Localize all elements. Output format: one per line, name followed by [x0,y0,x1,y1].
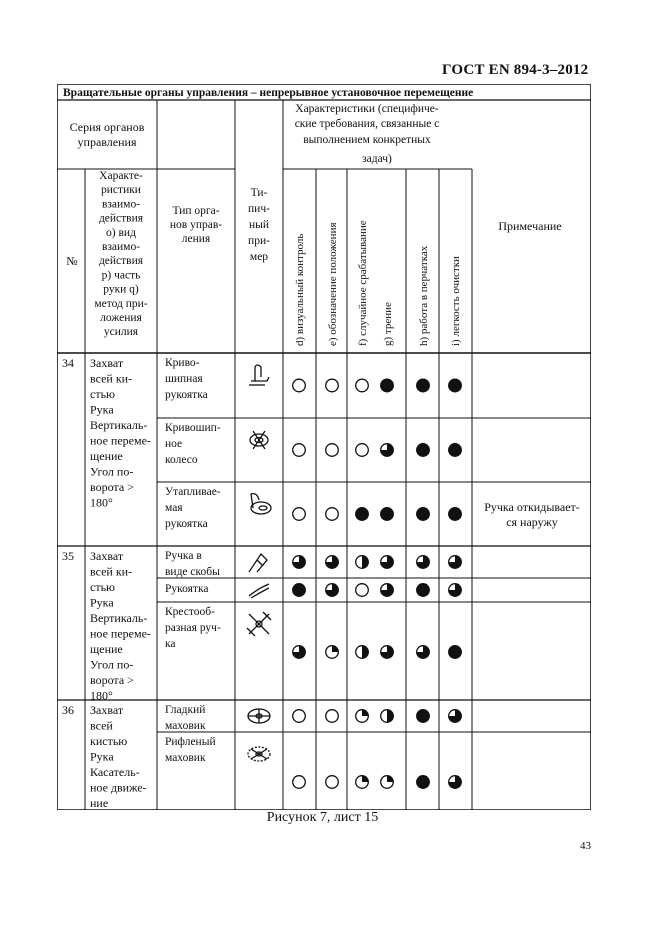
crank-handle-icon [249,365,269,385]
criterion-header: d) визуальный контроль [294,233,306,346]
group-number: 35 [62,549,74,563]
criteria-headers [294,220,462,346]
criterion-header: e) обозначение положения [327,222,339,346]
handle-icon [249,584,269,598]
group-description-line: ворота > [90,480,134,494]
typical-header-line: Ти- [250,187,268,199]
control-type-line: виде скобы [165,566,220,578]
control-type-line: Рифленый [165,736,216,748]
group-description-line: ное переме- [90,433,151,448]
rating-symbol [326,508,339,521]
control-type-line: рукоятка [165,518,208,530]
group-description-line: ворота > [90,673,134,687]
rating-symbol [293,508,306,521]
control-type-line: колесо [165,454,198,466]
rating-symbol [356,379,369,392]
row-note-line: Ручка откидывает- [484,500,580,514]
table-title: Вращательные органы управления – непрерывное установочное перемещение [63,87,474,99]
group-description-line: всей ки- [90,371,133,386]
smooth-handwheel-icon [248,709,270,723]
rating-symbol [356,508,369,521]
cross-handle-icon [247,612,271,636]
rating-symbol [326,646,339,659]
rating-symbol [381,646,394,659]
rating-symbol [293,584,306,597]
group-description-line: 180° [90,495,113,510]
typical-header-line: мер [249,251,269,263]
interaction-header [94,170,147,338]
table-row [165,422,461,466]
control-type-line: маховик [165,720,206,732]
group-description-line: щение [90,449,123,463]
row-note-line: ся наружу [506,515,558,529]
rating-symbol [293,776,306,789]
interaction-header-line: о) вид [106,226,136,239]
rating-symbol [326,379,339,392]
criterion-header: g) трение [382,302,394,346]
group-description-line: стью [90,580,116,594]
typical-example-header [248,187,270,263]
series-header [70,120,145,149]
rating-symbol [381,584,394,597]
group-description-line: Рука [90,402,114,417]
rating-symbol [449,776,462,789]
table-row [165,357,461,401]
rating-symbol [449,444,462,457]
rating-symbol [293,379,306,392]
group-description-line: Угол по- [90,657,134,672]
figure-caption-text: Рисунок 7, лист 15 [266,810,379,825]
control-type-line: Ручка в [165,550,202,562]
rating-symbol [293,646,306,659]
table-row [165,606,461,658]
interaction-header-line: действия [98,255,144,268]
table-canvas [57,84,591,810]
control-type-header [170,205,222,245]
rating-symbol [417,776,430,789]
rating-symbol [356,556,369,569]
rating-symbol [381,379,394,392]
rating-symbol [449,584,462,597]
group-description-line: Рука [90,595,114,610]
rating-symbol [356,776,369,789]
rating-symbol [417,584,430,597]
number-header: № [66,254,78,268]
characteristics-header [295,103,440,165]
rating-symbol [381,508,394,521]
bracket-handle-icon [249,554,267,572]
rating-symbol [449,556,462,569]
group-description-line: кистью [90,734,128,748]
rating-symbol [417,444,430,457]
rating-symbol [417,556,430,569]
group-description-line: Вертикаль- [90,418,148,432]
control-type-line: Утапливае- [165,486,221,498]
control-group [62,703,461,810]
typical-header-line: пич- [248,203,270,215]
control-type-line: шипная [165,373,203,385]
rating-symbol [326,584,339,597]
interaction-header-line: усилия [103,326,139,339]
rating-symbol [381,444,394,457]
group-description-line: Касатель- [90,765,140,779]
control-group [62,356,580,530]
figure-caption [0,810,661,826]
interaction-header-line: взаимо- [101,241,141,253]
rating-symbol [417,646,430,659]
note-header: Примечание [498,219,562,233]
group-description-line: стью [90,387,116,401]
group-description-line: Рука [90,749,114,764]
control-type-line: разная руч- [165,622,221,634]
rating-symbol [326,556,339,569]
group-description-line: щение [90,642,123,656]
group-description-line: ное переме- [90,626,151,641]
rating-symbol [449,508,462,521]
group-number: 36 [62,703,74,717]
typical-header-line: ный [248,219,270,231]
group-description-line: Захват [90,549,124,563]
control-group [62,549,461,703]
control-type-line: Кривошип- [165,422,221,434]
group-description-line: ное движе- [90,780,147,795]
interaction-header-line: р) часть [101,269,141,282]
table-body [62,356,580,810]
rating-symbol [381,710,394,723]
control-type-header-line: нов управ- [169,219,223,231]
characteristics-header-line: Характеристики (специфиче- [295,103,439,115]
group-description-line: всей [90,718,113,733]
rating-symbol [326,444,339,457]
rating-symbol [449,710,462,723]
control-type-line: ка [165,638,176,650]
interaction-header-line: взаимо- [101,198,141,211]
group-number: 34 [62,356,74,370]
rating-symbol [326,710,339,723]
rating-symbol [449,646,462,659]
ribbed-handwheel-icon [248,747,270,761]
control-type-line: Крестооб- [165,606,215,618]
table-row [165,583,461,598]
rating-symbol [417,379,430,392]
criterion-header: i) легкость очистки [450,256,462,346]
rating-symbol [381,776,394,789]
rating-symbol [356,646,369,659]
characteristics-header-line: задач) [362,153,392,165]
criterion-header: f) случайное срабатывание [357,220,369,346]
rating-symbol [356,444,369,457]
rating-symbol [417,710,430,723]
group-description-line: Захват [90,703,124,717]
group-description-line: Угол по- [90,464,134,479]
group-description-line: Захват [90,356,124,370]
rating-symbol [326,776,339,789]
typical-header-line: при- [248,235,270,247]
control-type-line: Криво- [165,357,200,369]
interaction-header-line: ложения [100,312,142,324]
series-header-line: управления [77,135,137,149]
rotary-controls-table [57,84,591,810]
control-type-line: Рукоятка [165,583,209,595]
characteristics-header-line: выполнением конкретных [303,134,431,146]
rating-symbol [449,379,462,392]
interaction-header-line: руки q) [103,283,139,296]
criterion-header: h) работа в перчатках [418,245,430,346]
standard-number: ГОСТ EN 894-3–2012 [442,62,589,78]
table-row [165,550,461,578]
control-type-line: маховик [165,752,206,764]
rating-symbol [293,556,306,569]
group-description-line: ние [90,796,109,810]
interaction-header-line: Характе- [99,170,143,182]
control-type-line: ное [165,438,183,450]
interaction-header-line: метод при- [94,297,148,310]
series-header-line: Серия органов [69,120,145,134]
table-row [165,736,461,788]
table-row [165,704,461,732]
rating-symbol [293,710,306,723]
rating-symbol [381,556,394,569]
interaction-header-line: ристики [101,184,141,197]
control-type-line: мая [165,502,183,514]
page-number: 43 [580,840,591,852]
rating-symbol [417,508,430,521]
table-row [165,486,580,530]
rating-symbol [356,584,369,597]
group-description-line: всей ки- [90,564,133,579]
control-type-header-line: Тип орга- [172,205,220,217]
retractable-handle-icon [251,494,271,514]
control-type-header-line: ления [181,233,211,245]
interaction-header-line: действия [98,212,144,225]
group-description-line: 180° [90,688,113,703]
control-type-line: рукоятка [165,389,208,401]
crank-wheel-icon [250,431,268,449]
rating-symbol [293,444,306,457]
characteristics-header-line: ские требования, связанные с [294,118,440,130]
group-description-line: Вертикаль- [90,611,148,625]
control-type-line: Гладкий [165,704,206,716]
rating-symbol [356,710,369,723]
